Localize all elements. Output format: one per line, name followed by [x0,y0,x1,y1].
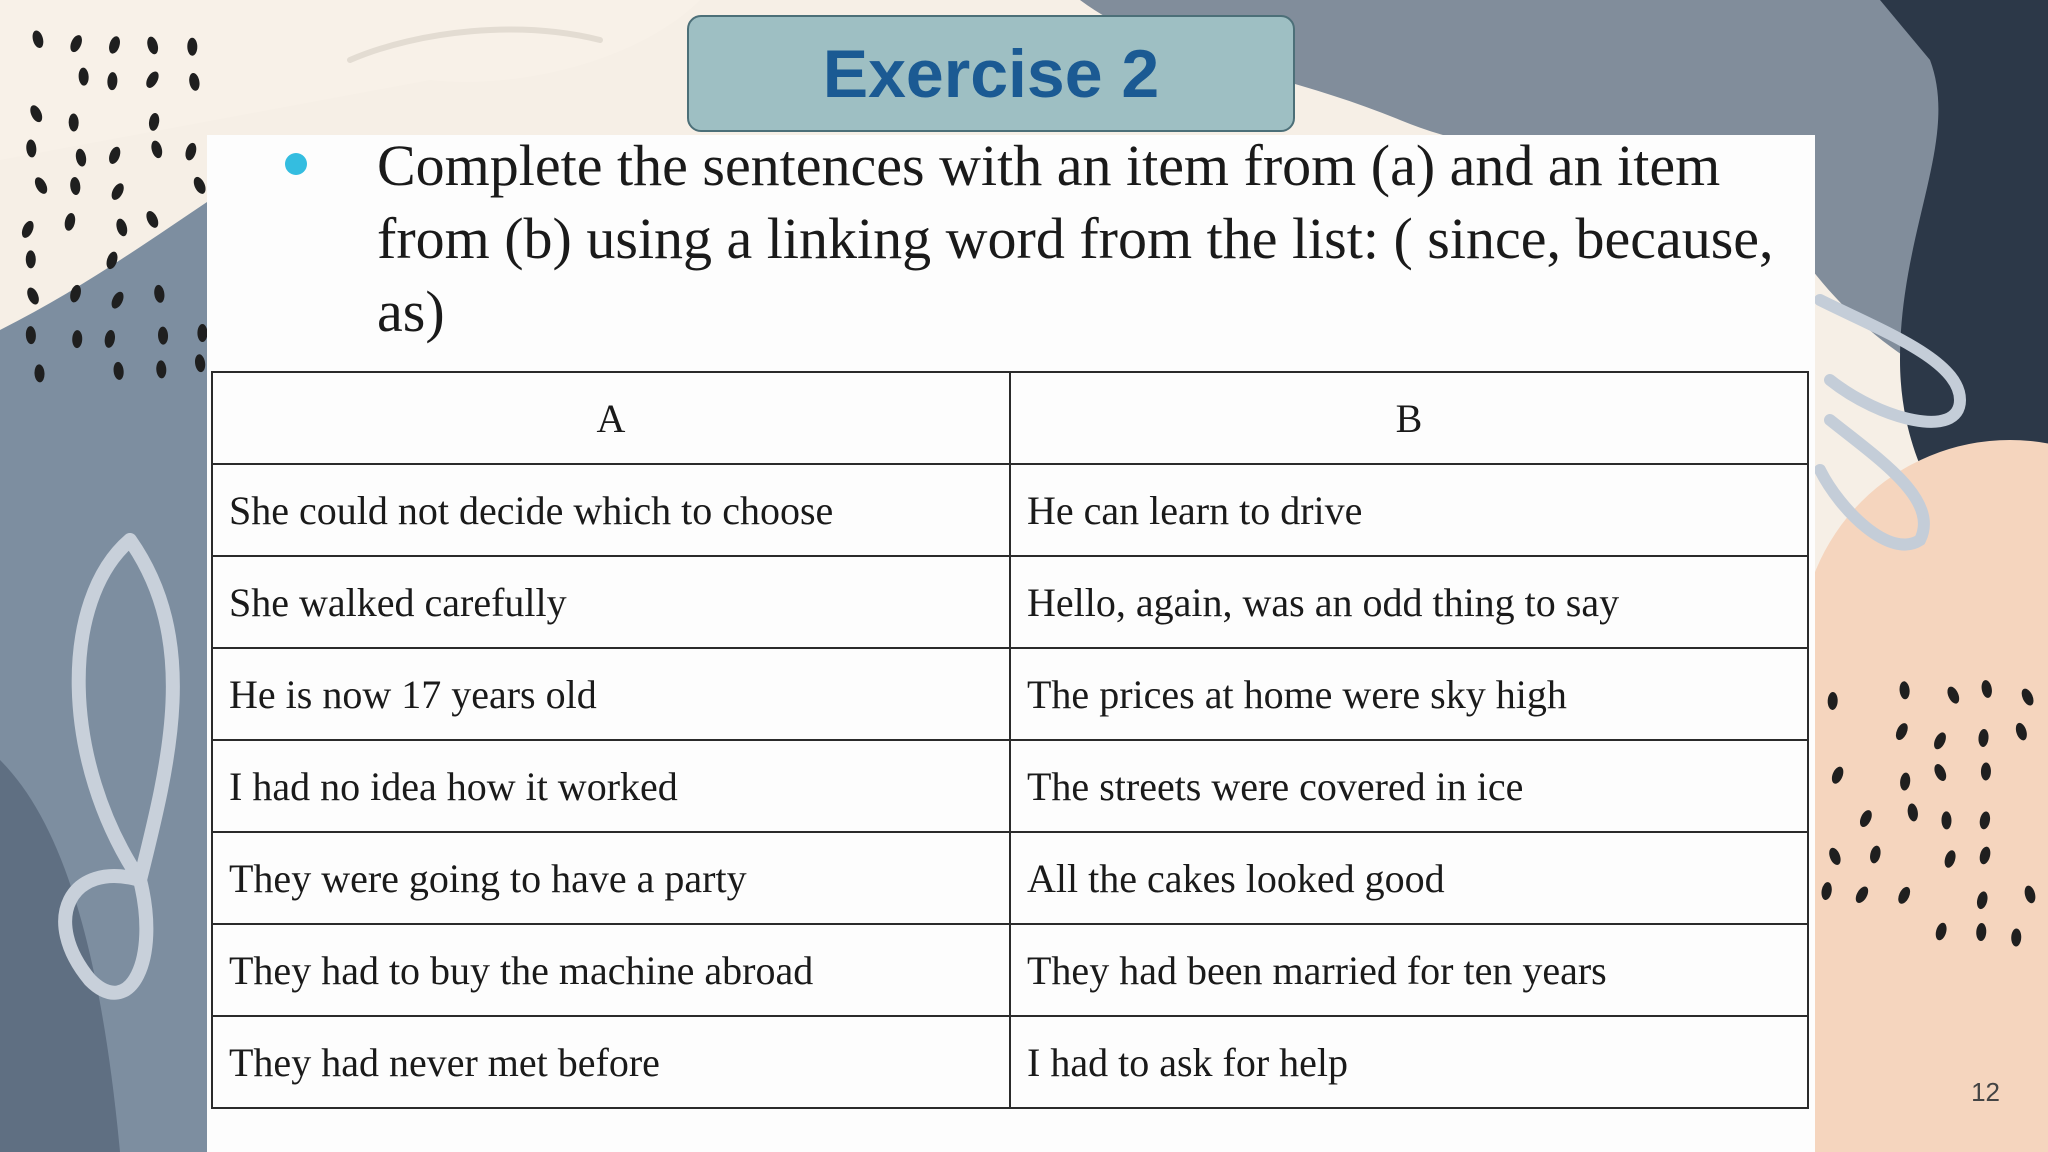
slide-title: Exercise 2 [822,35,1160,112]
content-card [207,135,1815,1152]
cell-b: All the cakes looked good [1010,832,1808,924]
decor-dot [184,142,199,162]
decor-dot [26,250,36,268]
table-header-row [212,372,1808,464]
decor-dot [63,212,77,232]
decor-dot [107,145,123,165]
decor-dot [197,324,207,342]
table-row [212,464,1808,556]
cell-a: They were going to have a party [212,832,1010,924]
table-row [212,648,1808,740]
decor-dot [150,139,165,159]
cell-b: The prices at home were sky high [1010,648,1808,740]
decor-dot [144,209,161,230]
column-header-a: A [212,372,1010,464]
cell-a: He is now 17 years old [212,648,1010,740]
decor-dot [74,148,87,168]
decor-dot [69,177,81,196]
title-box [687,15,1295,132]
cell-a: I had no idea how it worked [212,740,1010,832]
cell-a: They had to buy the machine abroad [212,924,1010,1016]
decor-dot [32,175,49,196]
table-row [212,1016,1808,1108]
cell-b: They had been married for ten years [1010,924,1808,1016]
cell-b: Hello, again, was an odd thing to say [1010,556,1808,648]
cell-a: They had never met before [212,1016,1010,1108]
table-row [212,556,1808,648]
decor-dot [114,217,129,237]
exercise-table [211,371,1809,1109]
cell-a: She could not decide which to choose [212,464,1010,556]
table-row [212,924,1808,1016]
decor-dot [20,219,36,240]
cell-a: She walked carefully [212,556,1010,648]
decor-dot [191,175,208,196]
decor-dot [25,286,41,306]
page-number: 12 [1971,1077,2000,1107]
table-row [212,832,1808,924]
bullet-icon [285,153,307,175]
cell-b: I had to ask for help [1010,1016,1808,1108]
instruction-text: Complete the sentences with an item from (a) and an item from (b) using a linking word from the list: ( since, because, as) [377,133,1774,344]
cell-b: The streets were covered in ice [1010,740,1808,832]
column-header-b: B [1010,372,1808,464]
cell-b: He can learn to drive [1010,464,1808,556]
decor-dot [109,181,126,202]
table-row [212,740,1808,832]
